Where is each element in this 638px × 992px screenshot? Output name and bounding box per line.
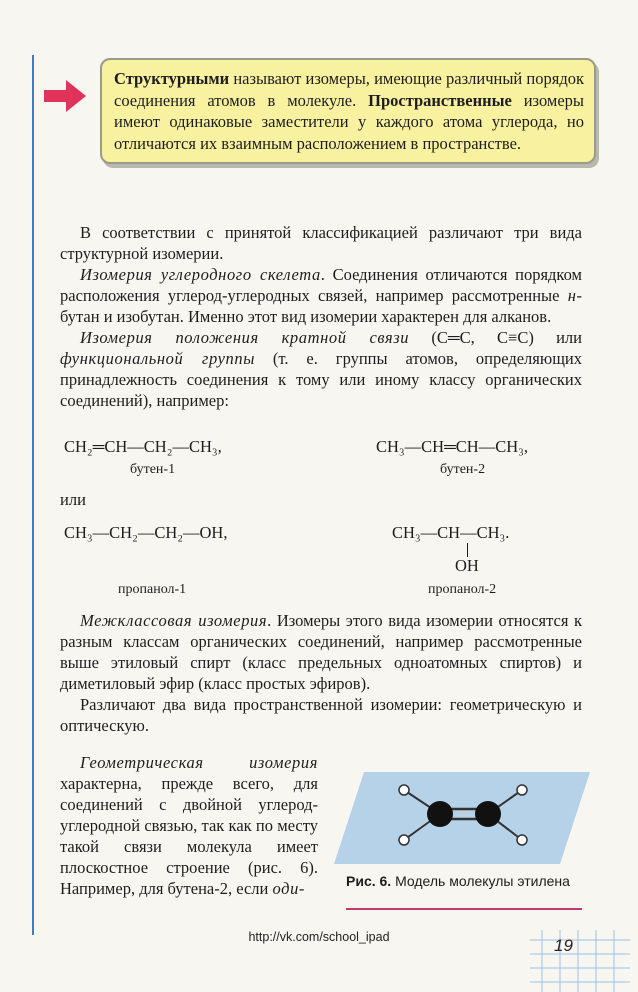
paragraph-position-text: (C═C, C≡C) или: [409, 328, 582, 347]
paragraph-geometric-text: характерна, прежде всего, для соединений с двойной углерод-углеродной связью, так как по месту такой связи молекула имеет плоскостное строение (рис. 6). Например, для бутена-2, если: [60, 774, 318, 898]
paragraph-skeleton: [60, 264, 582, 327]
propanol-2-bond: [467, 543, 468, 557]
main-text: [60, 222, 582, 411]
definition-text-1: называют изомеры, имеющие различный порядок соединения атомов в молекуле.: [114, 69, 584, 110]
term-functional-group: функциональной группы: [60, 349, 255, 368]
ethylene-model: [388, 776, 538, 856]
name-butene-2: бутен-2: [440, 462, 486, 477]
page-number: 19: [554, 936, 573, 955]
formula-butene-2: CH₃—CH═CH—CH₃,: [376, 437, 529, 456]
name-propanol-1: пропанол-1: [118, 582, 187, 597]
margin-line: [32, 55, 34, 935]
main-text-2: [60, 610, 582, 736]
source-url: http://vk.com/school_ipad: [248, 930, 390, 944]
term-position-isomerism: Изомерия положения кратной связи: [80, 328, 410, 347]
page-number-grid: [530, 930, 630, 992]
term-interclass-isomerism: Межклассовая изомерия: [80, 611, 268, 630]
term-spatial: Пространственные: [368, 90, 512, 110]
n-prefix: н: [567, 286, 577, 305]
formula-propanol-2: CH₃—CH—CH₃.: [392, 523, 510, 542]
definition-text-2: изомеры имеют одинаковые заместители у каждого атома углерода, но отличаются их взаимным расположением в пространстве.: [114, 90, 584, 153]
figure-caption-text: Модель молекулы этилена: [391, 873, 570, 889]
definition-box: [100, 58, 596, 164]
term-geometric-isomerism: Геометрическая изомерия: [80, 753, 318, 772]
term-skeleton-isomerism: Изомерия углеродного скелета: [80, 265, 321, 284]
paragraph-interclass: [60, 610, 582, 694]
propanol-2-oh: OH: [455, 556, 479, 575]
term-structural: Структурными: [114, 69, 230, 88]
geometric-isomerism-text: [60, 752, 318, 899]
name-propanol-2: пропанол-2: [428, 582, 497, 597]
or-word: или: [60, 490, 86, 509]
caption-underline: [346, 908, 582, 910]
paragraph-geometric-tail: оди-: [272, 879, 306, 898]
formula-propanol-1: CH₃—CH₂—CH₂—OH,: [64, 523, 228, 542]
paragraph-position-text-2: (т. е. группы атомов, определяющих принадлежность соединения к тому или иному классу органических соединений), например:: [60, 349, 582, 410]
figure-caption: [346, 872, 586, 890]
name-butene-1: бутен-1: [130, 462, 176, 477]
paragraph-interclass-text: . Изомеры этого вида изомерии относятся к разным классам органических соединений, например рассмотренные выше этиловый спирт (класс предельных одноатомных спиртов) и диметиловый эфир (класс простых эфиров).: [60, 611, 582, 693]
paragraph-skeleton-text: . Соединения отличаются порядком расположения углерод-углеродных связей, например рассмотренные: [60, 265, 582, 305]
paragraph-spatial: Различают два вида пространственной изомерии: геометрическую и оптическую.: [60, 695, 582, 735]
marker-arrow-icon: [40, 76, 90, 116]
figure-label: Рис. 6.: [346, 873, 392, 889]
paragraph-skeleton-text-2: -бутан и изобутан. Именно этот вид изомерии характерен для алканов.: [60, 286, 582, 326]
paragraph-intro: В соответствии с принятой классификацией различают три вида структурной изомерии.: [60, 223, 582, 263]
formula-butene-1: CH₂═CH—CH₂—CH₃,: [64, 437, 222, 456]
paragraph-position: [60, 327, 582, 411]
paragraph-geometric: [60, 752, 318, 899]
